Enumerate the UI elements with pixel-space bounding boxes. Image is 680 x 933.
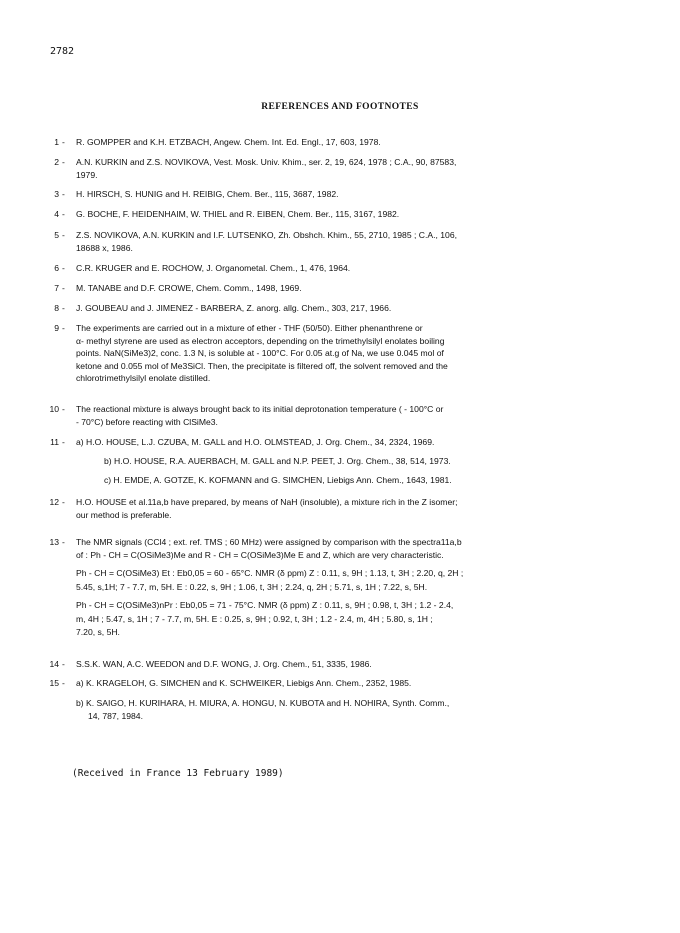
page-number: 2782	[50, 46, 75, 57]
reference-number: 9	[54, 323, 59, 333]
reference-15b-line2: 14, 787, 1984.	[88, 711, 143, 721]
reference-text: Ph - CH = C(OSiMe3)nPr : Eb0,05 = 71 - 75°C. NMR (δ ppm) Z : 0.11, s, 9H ; 0.98, t, 3H ; 1.2 - 2.4,	[76, 600, 454, 610]
reference-number: 13	[49, 537, 59, 547]
reference-11c: c) H. EMDE, A. GOTZE, K. KOFMANN and G. SIMCHEN, Liebigs Ann. Chem., 1643, 1981.	[104, 475, 452, 485]
reference-text: - 70°C) before reacting with ClSiMe3.	[76, 416, 218, 427]
reference-text: m, 4H ; 5.47, s, 1H ; 7 - 7.7, m, 5H. E : 0.25, s, 9H ; 0.92, t, 3H ; 1.2 - 2.4, m, 4H ; 5.80, s, 1H ;	[76, 614, 433, 624]
reference-number: 7	[54, 283, 59, 293]
reference-text: M. TANABE and D.F. CROWE, Chem. Comm., 1498, 1969.	[76, 283, 302, 293]
reference-number: 2	[54, 157, 59, 167]
reference-text: H.O. HOUSE et al.11a,b have prepared, by means of NaH (insoluble), a mixture rich in the Z isomer;	[76, 497, 458, 507]
received-date: (Received in France 13 February 1989)	[72, 768, 284, 779]
reference-text: The reactional mixture is always brought back to its initial deprotonation temperature ( - 100°C or	[76, 404, 444, 414]
reference-text: The NMR signals (CCl4 ; ext. ref. TMS ; 60 MHz) were assigned by comparison with the spectra11a,b	[76, 537, 462, 547]
reference-text: ketone and 0.055 mol of Me3SiCl. Then, the precipitate is filtered off, the solvent removed and the	[76, 360, 448, 371]
reference-text: C.R. KRUGER and E. ROCHOW, J. Organometal. Chem., 1, 476, 1964.	[76, 263, 351, 273]
reference-number: 12	[49, 497, 59, 507]
reference-number: 3	[54, 189, 59, 199]
reference-number: 10	[49, 404, 59, 414]
reference-text: Z.S. NOVIKOVA, A.N. KURKIN and I.F. LUTSENKO, Zh. Obshch. Khim., 55, 2710, 1985 ; C.A., 106,	[76, 230, 457, 240]
reference-number: 15	[49, 678, 59, 688]
reference-text: a) K. KRAGELOH, G. SIMCHEN and K. SCHWEIKER, Liebigs Ann. Chem., 2352, 1985.	[76, 678, 412, 688]
reference-number: 11	[50, 437, 59, 447]
reference-text: our method is preferable.	[76, 510, 172, 520]
reference-text: 5.45, s,1H; 7 - 7.7, m, 5H. E : 0.22, s, 9H ; 1.06, t, 3H ; 2.24, q, 2H ; 5.71, s, 1H ; 7.22, s, 5H.	[76, 582, 428, 592]
reference-number: 14	[49, 659, 59, 669]
reference-number: 6	[54, 263, 59, 273]
reference-text: α- methyl styrene are used as electron acceptors, depending on the trimethylsilyl enolates boiling	[76, 335, 445, 346]
reference-number: 1	[54, 137, 59, 147]
reference-text: S.S.K. WAN, A.C. WEEDON and D.F. WONG, J. Org. Chem., 51, 3335, 1986.	[76, 659, 372, 669]
reference-text: R. GOMPPER and K.H. ETZBACH, Angew. Chem. Int. Ed. Engl., 17, 603, 1978.	[76, 137, 381, 147]
reference-text: chlorotrimethylsilyl enolate distilled.	[76, 373, 211, 383]
reference-number: 5	[54, 230, 59, 240]
reference-11b: b) H.O. HOUSE, R.A. AUERBACH, M. GALL and N.P. PEET, J. Org. Chem., 38, 514, 1973.	[104, 456, 451, 466]
reference-text: 7.20, s, 5H.	[76, 627, 120, 637]
reference-text: A.N. KURKIN and Z.S. NOVIKOVA, Vest. Mosk. Univ. Khim., ser. 2, 19, 624, 1978 ; C.A., 90, 87583,	[76, 157, 457, 167]
reference-text: G. BOCHE, F. HEIDENHAIM, W. THIEL and R. EIBEN, Chem. Ber., 115, 3167, 1982.	[76, 209, 400, 219]
reference-text: of : Ph - CH = C(OSiMe3)Me and R - CH = C(OSiMe3)Me E and Z, which are very characteristic.	[76, 550, 444, 560]
page: 2782 REFERENCES AND FOOTNOTES 1 - R. GOMPPER and K.H. ETZBACH, Angew. Chem. Int. Ed. Engl., 17, 603, 1978. 2 - A.N. KURKIN and Z.S. NOVIKOVA, Vest. Mosk. Univ. Khim., ser. 2, 19, 624, 1978 ; C.A., 90, 87583, 1979. 3 - H. HIRSCH, S. HUNIG and H. REIBIG, Chem. Ber., 115, 3687, 1982. 4 - G. BOCHE, F. HEIDENHAIM, W. THIEL and R. EIBEN, Chem. Ber., 115, 3167, 1982. 5 - Z.S. NOVIKOVA, A.N. KURKIN and I.F. LUTSENKO, Zh. Obshch. Khim., 55, 2710, 1985 ; C.A., 106, 18688 x, 1986. 6 - C.R. KRUGER and E. ROCHOW, J. Organometal. Chem., 1, 476, 1964. 7 - M. TANABE and D.F. CROWE, Chem. Comm., 1498, 1969. 8 - J. GOUBEAU and J. JIMENEZ - BARBERA, Z. anorg. allg. Chem., 303, 217, 1966. 9 - The experiments are carried out in a mixture of ether - THF (50/50). Either phenanthrene or α- methyl styrene are used as electron acceptors, depending on the trimethylsilyl enolates boiling points. NaN(SiMe3)2, conc. 1.3 N, is soluble at - 100°C. For 0.05 at.g of Na, we use 0.045 mol of ketone and 0.055 mol of Me3SiCl. Then, the precipitate is filtered off, the solvent removed and the chlorotrimethylsilyl enolate distilled. 10 - The reactional mixture is always brought back to its initial deprotonation temperature ( - 100°C or - 70°C) before reacting with ClSiMe3. 11 - a) H.O. HOUSE, L.J. CZUBA, M. GALL and H.O. OLMSTEAD, J. Org. Chem., 34, 2324, 1969. b) H.O. HOUSE, R.A. AUERBACH, M. GALL and N.P. PEET, J. Org. Chem., 38, 514, 1973. c) H. EMDE, A. GOTZE, K. KOFMANN and G. SIMCHEN, Liebigs Ann. Chem., 1643, 1981. 12 - H.O. HOUSE et al.11a,b have prepared, by means of NaH (insoluble), a mixture rich in the Z isomer; our method is preferable. 13 - The NMR signals (CCl4 ; ext. ref. TMS ; 60 MHz) were assigned by comparison with the spectra11a,b of : Ph - CH = C(OSiMe3)Me and R - CH = C(OSiMe3)Me E and Z, which are very characteristic. Ph - CH = C(OSiMe3) Et : Eb0,05 = 60 - 65°C. NMR (δ ppm) Z : 0.11, s, 9H ; 1.13, t, 3H ; 2.20, q, 2H ; 5.45, s,1H; 7 - 7.7, m, 5H. E : 0.22, s, 9H ; 1.06, t, 3H ; 2.24, q, 2H ; 5.71, s, 1H ; 7.22, s, 5H. Ph - CH = C(OSiMe3)nPr : Eb0,05 = 71 - 75°C. NMR (δ ppm) Z : 0.11, s, 9H ; 0.98, t, 3H ; 1.2 - 2.4, m, 4H ; 5.47, s, 1H ; 7 - 7.7, m, 5H. E : 0.25, s, 9H ; 0.92, t, 3H ; 1.2 - 2.4, m, 4H ; 5.80, s, 1H ; 7.20, s, 5H. 14 - S.S.K. WAN, A.C. WEEDON and D.F. WONG, J. Org. Chem., 51, 3335, 1986. 15 - a) K. KRAGELOH, G. SIMCHEN and K. SCHWEIKER, Liebigs Ann. Chem., 2352, 1985. b) K. SAIGO, H. KURIHARA, H. MIURA, A. HONGU, N. KUBOTA and H. NOHIRA, Synth. Comm., 14, 787, 1984. (Received in France 13 February 1989)	[0, 0, 680, 933]
reference-text: 1979.	[76, 169, 98, 180]
section-heading: REFERENCES AND FOOTNOTES	[261, 102, 419, 112]
reference-text: The experiments are carried out in a mixture of ether - THF (50/50). Either phenanthrene or	[76, 323, 423, 333]
reference-text: a) H.O. HOUSE, L.J. CZUBA, M. GALL and H.O. OLMSTEAD, J. Org. Chem., 34, 2324, 1969.	[76, 437, 435, 447]
reference-15b-line1: b) K. SAIGO, H. KURIHARA, H. MIURA, A. HONGU, N. KUBOTA and H. NOHIRA, Synth. Comm.,	[76, 698, 450, 708]
reference-text: 18688 x, 1986.	[76, 242, 133, 253]
reference-number: 4	[54, 209, 59, 219]
reference-text: Ph - CH = C(OSiMe3) Et : Eb0,05 = 60 - 65°C. NMR (δ ppm) Z : 0.11, s, 9H ; 1.13, t, 3H ; 2.20, q, 2H ;	[76, 568, 464, 578]
reference-text: J. GOUBEAU and J. JIMENEZ - BARBERA, Z. anorg. allg. Chem., 303, 217, 1966.	[76, 303, 392, 313]
reference-text: H. HIRSCH, S. HUNIG and H. REIBIG, Chem. Ber., 115, 3687, 1982.	[76, 189, 339, 199]
reference-number: 8	[54, 303, 59, 313]
reference-text: points. NaN(SiMe3)2, conc. 1.3 N, is soluble at - 100°C. For 0.05 at.g of Na, we use 0.045 mol of	[76, 348, 444, 358]
